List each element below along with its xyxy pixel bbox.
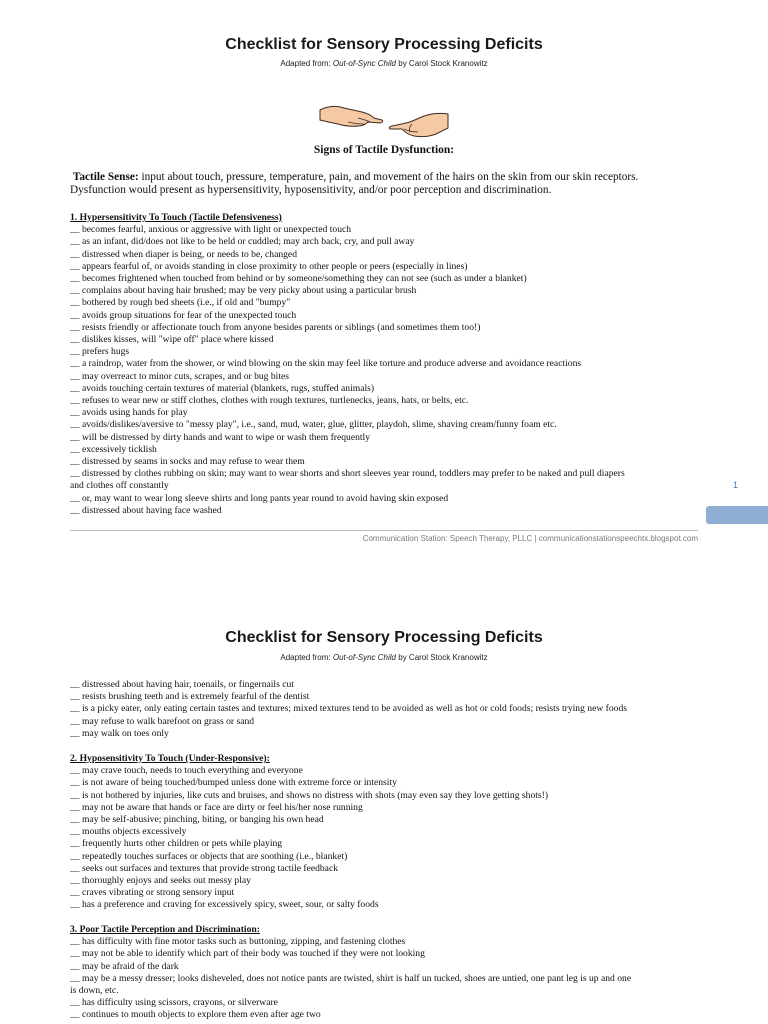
list-item: __ appears fearful of, or avoids standing in close proximity to other people or peers (especially in lines) xyxy=(70,260,468,272)
list-item: __ prefers hugs xyxy=(70,346,130,358)
list-item: __ may refuse to walk barefoot on grass or sand xyxy=(70,715,255,727)
list-item: __ has a preference and craving for excessively spicy, sweet, sour, or salty foods xyxy=(70,899,379,911)
list-item: __ avoids group situations for fear of the unexpected touch xyxy=(70,309,297,321)
page2-subtitle xyxy=(0,653,768,662)
list-item: __ becomes fearful, anxious or aggressive with light or unexpected touch xyxy=(70,224,352,236)
list-item: __ seeks out surfaces and textures that provide strong tactile feedback xyxy=(70,862,338,874)
list-item: __ resists brushing teeth and is extremely fearful of the dentist xyxy=(70,691,310,703)
list-item: __ avoids touching certain textures of material (blankets, rugs, stuffed animals) xyxy=(70,382,375,394)
list-item: __ thoroughly enjoys and seeks out messy play xyxy=(70,875,251,887)
subtitle-book: Out-of-Sync Child xyxy=(332,653,397,662)
list-item: __ bothered by rough bed sheets (i.e., if old and "bumpy" xyxy=(70,297,291,309)
hypersensitivity-list xyxy=(70,212,625,517)
perception-list xyxy=(70,924,631,1022)
list-item: __ distressed by clothes rubbing on skin; may want to wear shorts and short sleeves year round, toddlers may prefer to be naked and pull diapers xyxy=(70,468,625,480)
list-item: __ distressed when diaper is being, or needs to be, changed xyxy=(70,248,297,260)
list-item: __ distressed about having hair, toenails, or fingernails cut xyxy=(70,679,294,690)
list-item: __ may overreact to minor cuts, scrapes, and or bug bites xyxy=(70,370,289,382)
list-item: __ avoids using hands for play xyxy=(70,407,188,419)
footer-divider xyxy=(70,530,698,531)
list-item: __ may not be aware that hands or face are dirty or feel his/her nose running xyxy=(70,801,363,813)
list-item: __ mouths objects excessively xyxy=(70,826,187,838)
list-item: __ may be a messy dresser; looks disheveled, does not notice pants are twisted, shirt is half un tucked, shoes are untied, one pant leg is up and one xyxy=(70,972,632,984)
page2-title: Checklist for Sensory Processing Deficits xyxy=(225,629,543,646)
subtitle-suffix: by Carol Stock Kranowitz xyxy=(396,653,488,662)
subtitle-prefix: Adapted from: xyxy=(280,59,333,68)
list-item: __ dislikes kisses, will "wipe off" place where kissed xyxy=(70,334,274,346)
list-item: __ refuses to wear new or stiff clothes, clothes with rough textures, turtlenecks, jeans, hats, or belts, etc. xyxy=(70,395,469,407)
subtitle-suffix: by Carol Stock Kranowitz xyxy=(396,59,488,68)
list-item: __ has difficulty using scissors, crayons, or silverware xyxy=(70,997,278,1009)
intro-paragraph xyxy=(70,171,700,197)
page-tab-decoration xyxy=(706,506,768,524)
heading-hyposensitivity: 2. Hyposensitivity To Touch (Under-Responsive): xyxy=(70,753,270,764)
list-item: __ as an infant, did/does not like to be held or cuddled; may arch back, cry, and pull away xyxy=(70,236,415,248)
subtitle-prefix: Adapted from: xyxy=(280,653,333,662)
list-item: __ becomes frightened when touched from behind or by someone/something they can not see (such as under a blanket) xyxy=(70,273,527,285)
list-item: __ excessively ticklish xyxy=(70,443,157,455)
page1-title: Checklist for Sensory Processing Deficits xyxy=(225,36,543,53)
list-item: __ or, may want to wear long sleeve shirts and long pants year round to avoid having skin exposed xyxy=(70,492,449,504)
list-item: __ complains about having hair brushed; may be very picky about using a particular brush xyxy=(70,285,417,297)
list-item: __ a raindrop, water from the shower, or wind blowing on the skin may feel like torture and produce adverse and avoidance reactions xyxy=(70,358,582,370)
list-item: __ continues to mouth objects to explore them even after age two xyxy=(70,1009,321,1021)
page-number: 1 xyxy=(733,480,739,490)
list-item: __ may walk on toes only xyxy=(70,727,169,739)
list-item: __ is not aware of being touched/bumped unless done with extreme force or intensity xyxy=(70,777,397,789)
list-item: __ has difficulty with fine motor tasks such as buttoning, zipping, and fastening clothes xyxy=(70,936,406,948)
list-item: __ may be afraid of the dark xyxy=(70,960,179,972)
list-item: __ distressed by seams in socks and may refuse to wear them xyxy=(70,456,305,468)
intro-text-1: input about touch, pressure, temperature, pain, and movement of the hairs on the skin from our skin receptors. xyxy=(138,171,639,183)
list-item: __ is not bothered by injuries, like cuts and bruises, and shows no distress with shots (may even say they love getting shots!) xyxy=(70,789,549,801)
hyposensitivity-list xyxy=(70,753,548,912)
list-item: is down, etc. xyxy=(70,985,119,997)
list-item: __ may crave touch, needs to touch everything and everyone xyxy=(70,765,303,777)
intro-label: Tactile Sense: xyxy=(72,171,139,183)
page-footer: Communication Station: Speech Therapy, PLLC | communicationstationspeechtx.blogspot.com xyxy=(362,534,698,543)
section-title: Signs of Tactile Dysfunction: xyxy=(313,144,455,156)
intro-text-2: Dysfunction would present as hypersensitivity, hyposensitivity, and/or poor perception and discrimination. xyxy=(70,184,552,196)
list-item: __ craves vibrating or strong sensory input xyxy=(70,887,235,899)
list-item: __ resists friendly or affectionate touch from anyone besides parents or siblings (and sometimes them too!) xyxy=(70,321,481,333)
list-item: __ repeatedly touches surfaces or objects that are soothing (i.e., blanket) xyxy=(70,850,348,862)
heading-perception: 3. Poor Tactile Perception and Discrimination: xyxy=(70,924,260,935)
list-item: __ distressed about having face washed xyxy=(70,504,222,516)
list-item: __ may not be able to identify which part of their body was touched if they were not looking xyxy=(70,948,425,960)
list-item: __ frequently hurts other children or pets while playing xyxy=(70,838,283,850)
list-item: __ is a picky eater, only eating certain tastes and textures; mixed textures tend to be avoided as well as hot or cold foods; resists trying new foods xyxy=(70,703,627,715)
continued-list xyxy=(70,679,627,740)
list-item: __ will be distressed by dirty hands and want to wipe or wash them frequently xyxy=(70,431,371,443)
list-item: and clothes off constantly xyxy=(70,480,169,492)
page1-subtitle xyxy=(0,59,768,68)
list-item: __ may be self-abusive; pinching, biting, or banging his own head xyxy=(70,814,324,826)
hands-touching-icon xyxy=(318,96,450,140)
heading-hypersensitivity: 1. Hypersensitivity To Touch (Tactile Defensiveness) xyxy=(70,212,282,223)
list-item: __ avoids/dislikes/aversive to "messy play", i.e., sand, mud, water, glue, glitter, playdoh, slime, shaving cream/funny foam etc. xyxy=(70,419,557,431)
subtitle-book: Out-of-Sync Child xyxy=(332,59,397,68)
